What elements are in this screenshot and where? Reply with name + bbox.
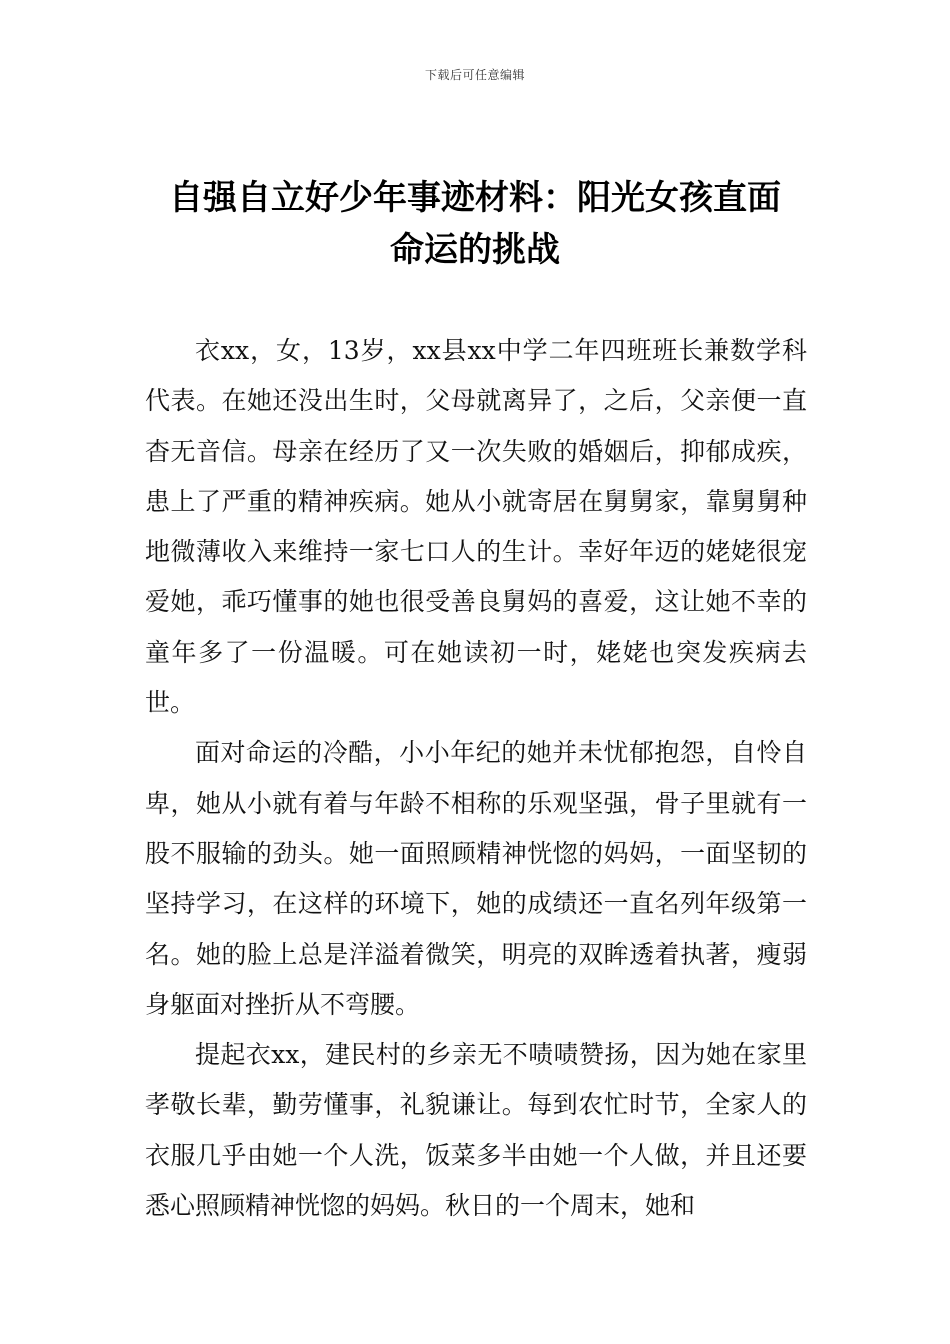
title-line-2: 命运的挑战 — [390, 230, 560, 270]
document-body — [145, 326, 807, 1231]
paragraph-2: 面对命运的冷酷，小小年纪的她并未忧郁抱怨，自怜自卑，她从小就有着与年龄不相称的乐观坚强，骨子里就有一股不服输的劲头。她一面照顾精神恍惚的妈妈，一面坚韧的坚持学习，在这样的环境下，她的成绩还一直名列年级第一名。她的脸上总是洋溢着微笑，明亮的双眸透着执著，瘦弱身躯面对挫折从不弯腰。 — [145, 738, 807, 1019]
header-note: 下载后可任意编辑 — [424, 68, 525, 82]
paragraph-1: 衣xx，女，13岁，xx县xx中学二年四班班长兼数学科代表。在她还没出生时，父母就离异了，之后，父亲便一直杳无音信。母亲在经历了又一次失败的婚姻后，抑郁成疾，患上了严重的精神疾病。她从小就寄居在舅舅家，靠舅舅种地微薄收入来维持一家七口人的生计。幸好年迈的姥姥很宠爱她，乖巧懂事的她也很受善良舅妈的喜爱，这让她不幸的童年多了一份温暖。可在她读初一时，姥姥也突发疾病去世。 — [145, 336, 807, 718]
document-title — [150, 172, 800, 276]
paragraph-3: 提起衣xx，建民村的乡亲无不啧啧赞扬，因为她在家里孝敬长辈，勤劳懂事，礼貌谦让。每到农忙时节，全家人的衣服几乎由她一个人洗，饭菜多半由她一个人做，并且还要悉心照顾精神恍惚的妈妈。秋日的一个周末，她和 — [145, 1040, 807, 1221]
title-line-1: 自强自立好少年事迹材料：阳光女孩直面 — [169, 178, 781, 218]
